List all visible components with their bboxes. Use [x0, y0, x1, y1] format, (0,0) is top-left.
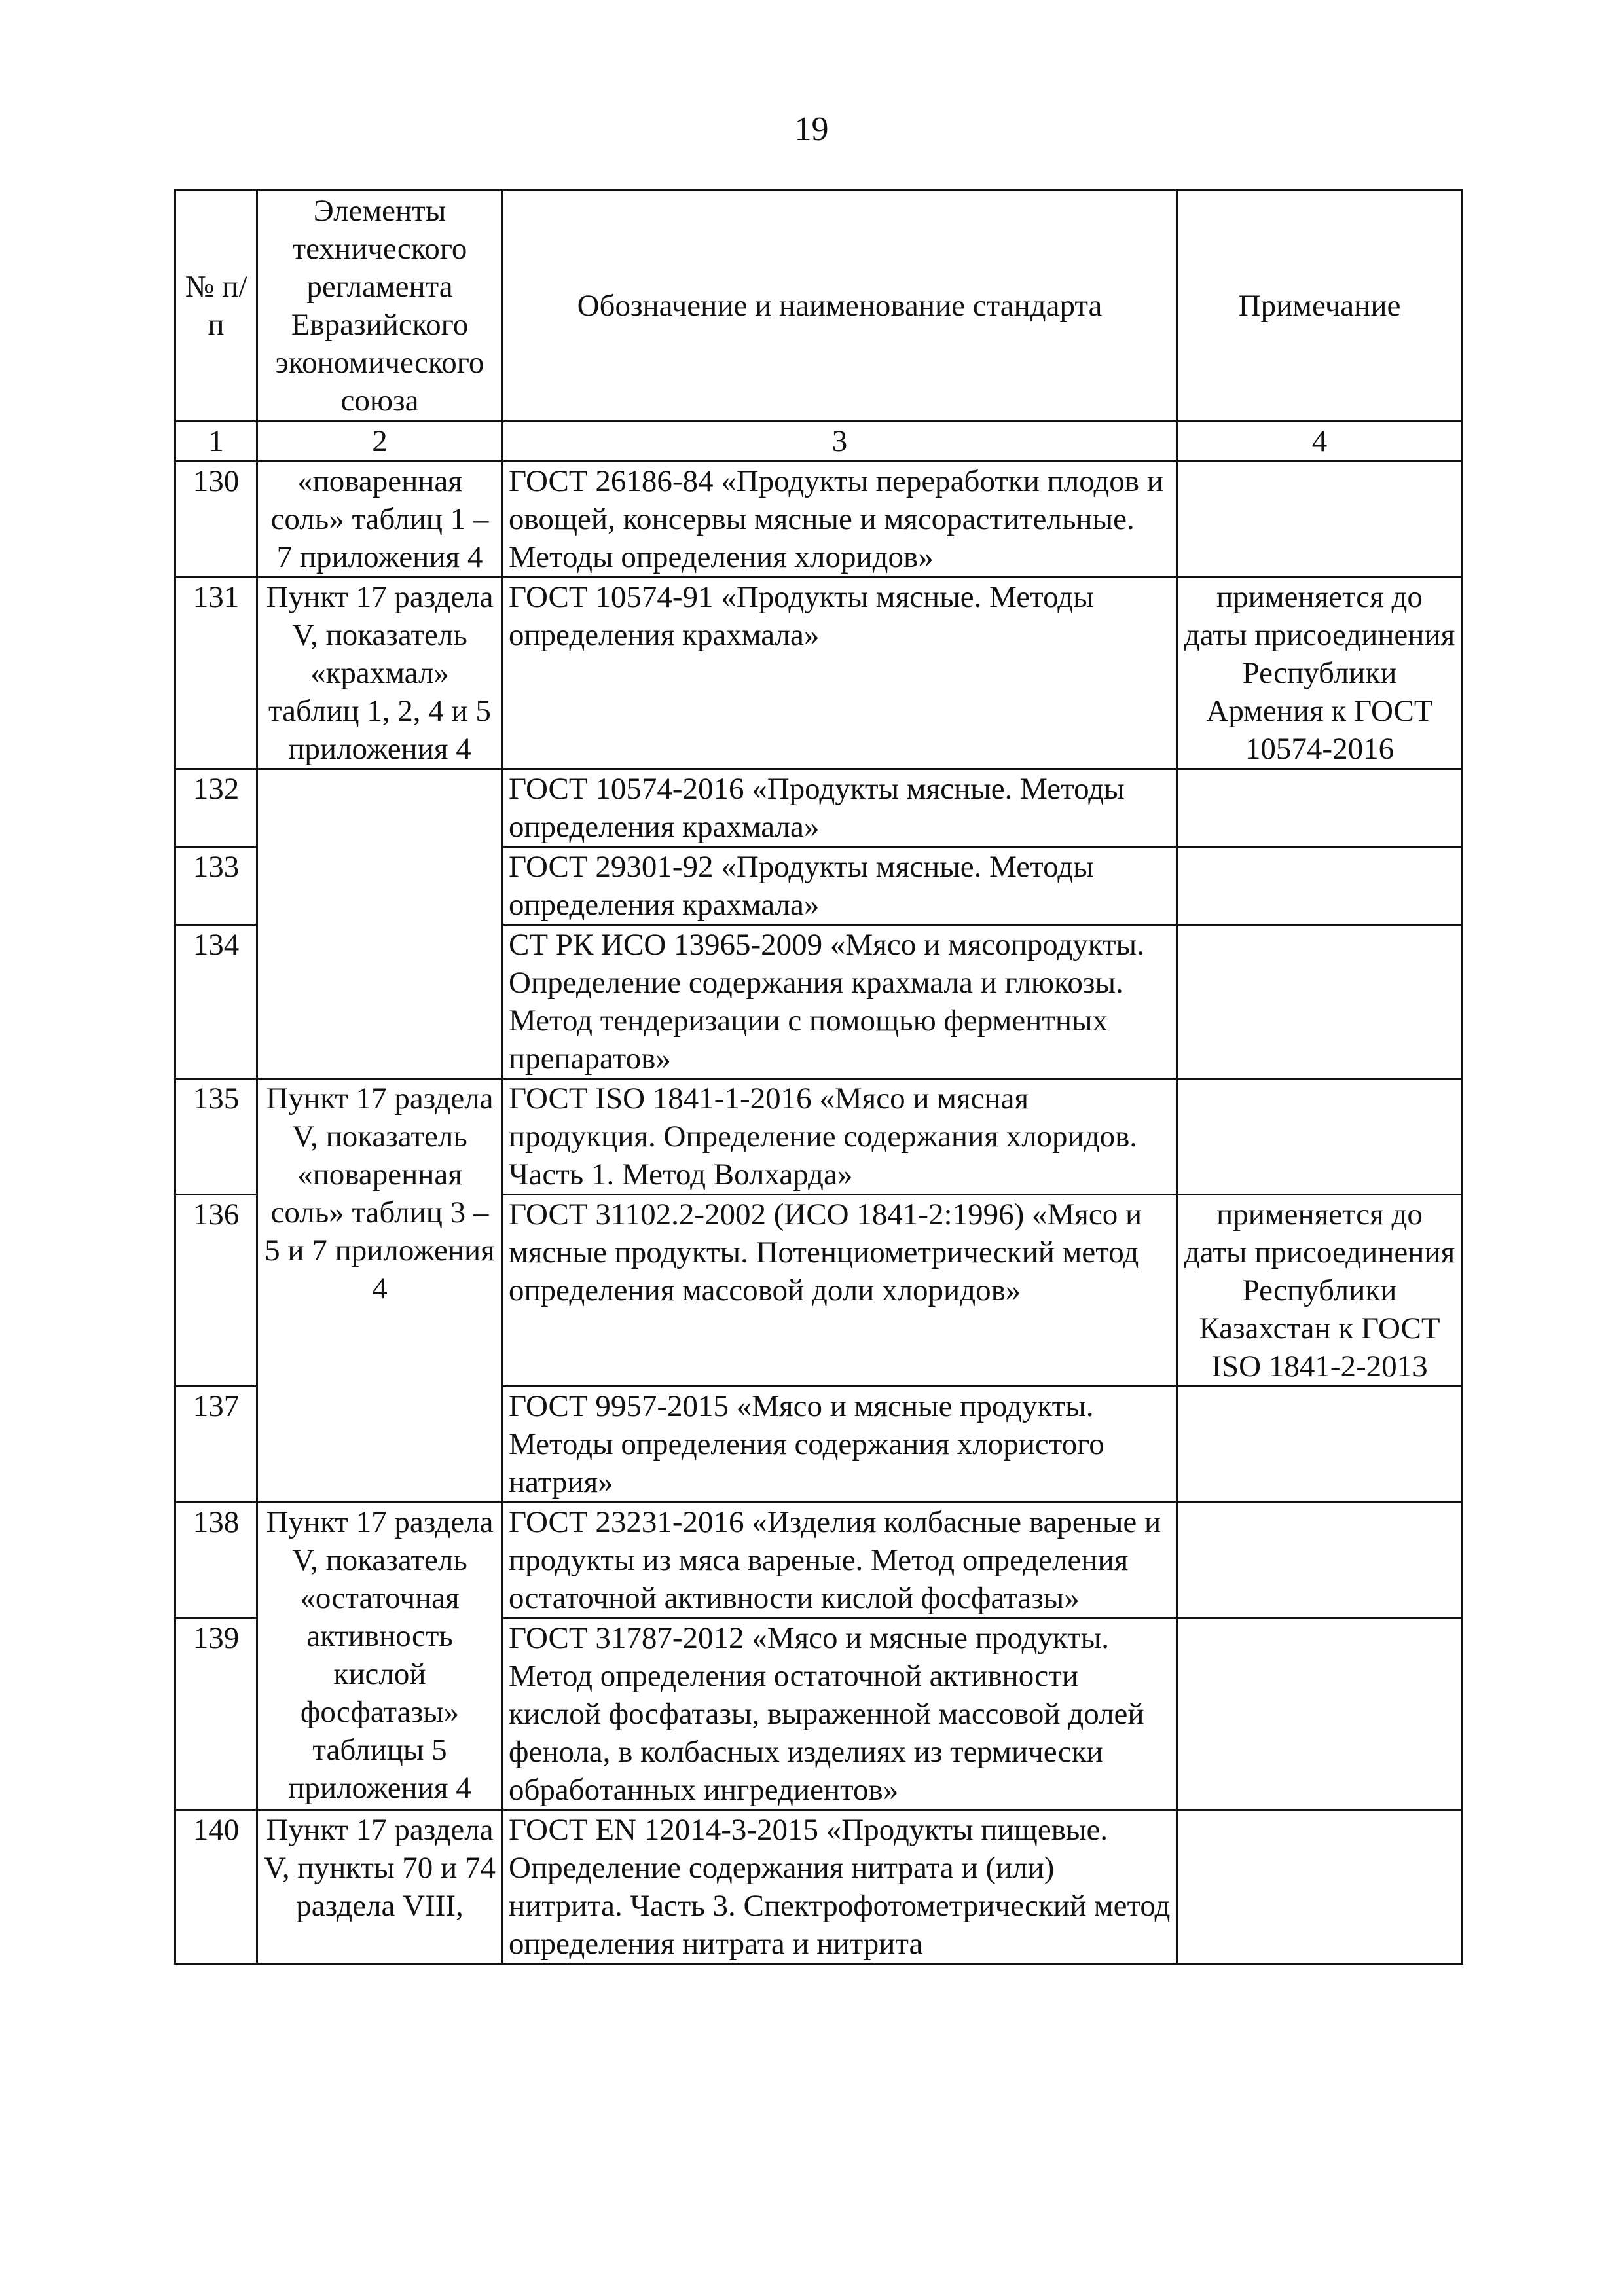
page-number: 19	[794, 111, 829, 148]
table-row	[175, 577, 1463, 769]
standard-name: ГОСТ 31102.2-2002 (ИСО 1841-2:1996) «Мясо и мясные продукты. Потенциометрический метод определения массовой доли хлоридов»	[503, 1195, 1177, 1387]
column-number: 1	[175, 422, 257, 462]
row-number: 139	[175, 1618, 257, 1810]
note	[1177, 1503, 1463, 1618]
regulation-element: Пункт 17 раздела V, пункты 70 и 74 раздела VIII,	[257, 1810, 503, 1964]
regulation-element	[257, 769, 503, 1079]
row-number: 137	[175, 1387, 257, 1503]
note: применяется до даты присоединения Республики Казахстан к ГОСТ ISO 1841-2-2013	[1177, 1195, 1463, 1387]
column-number: 3	[503, 422, 1177, 462]
row-number: 136	[175, 1195, 257, 1387]
header-element: Элементы технического регламента Евразийского экономического союза	[257, 190, 503, 422]
header-standard: Обозначение и наименование стандарта	[503, 190, 1177, 422]
row-number: 138	[175, 1503, 257, 1618]
regulation-element: Пункт 17 раздела V, показатель «поваренная соль» таблиц 3 – 5 и 7 приложения 4	[257, 1079, 503, 1503]
standard-name: ГОСТ 10574-91 «Продукты мясные. Методы определения крахмала»	[503, 577, 1177, 769]
row-number: 131	[175, 577, 257, 769]
note	[1177, 1387, 1463, 1503]
note	[1177, 1079, 1463, 1195]
row-number: 133	[175, 847, 257, 925]
row-number: 134	[175, 925, 257, 1079]
table-row	[175, 1810, 1463, 1964]
regulation-element: Пункт 17 раздела V, показатель «крахмал» таблиц 1, 2, 4 и 5 приложения 4	[257, 577, 503, 769]
note: применяется до даты присоединения Республики Армения к ГОСТ 10574-2016	[1177, 577, 1463, 769]
table-row	[175, 1503, 1463, 1618]
table-row	[175, 769, 1463, 847]
column-number: 2	[257, 422, 503, 462]
standard-name: ГОСТ EN 12014-3-2015 «Продукты пищевые. Определение содержания нитрата и (или) нитрита. Часть 3. Спектрофотометрический метод определения нитрата и нитрита	[503, 1810, 1177, 1964]
standard-name: ГОСТ 9957-2015 «Мясо и мясные продукты. Методы определения содержания хлористого натрия»	[503, 1387, 1177, 1503]
column-numbers-row	[175, 422, 1463, 462]
row-number: 135	[175, 1079, 257, 1195]
note	[1177, 925, 1463, 1079]
column-number: 4	[1177, 422, 1463, 462]
table-header-row	[175, 190, 1463, 422]
header-number: № п/п	[175, 190, 257, 422]
table-row	[175, 462, 1463, 577]
note	[1177, 1618, 1463, 1810]
row-number: 132	[175, 769, 257, 847]
note	[1177, 769, 1463, 847]
table-row	[175, 1079, 1463, 1195]
standard-name: ГОСТ 31787-2012 «Мясо и мясные продукты. Метод определения остаточной активности кислой фосфатазы, выраженной массовой долей фенола, в колбасных изделиях из термически обработанных ингредиентов»	[503, 1618, 1177, 1810]
row-number: 140	[175, 1810, 257, 1964]
regulation-element: «поваренная соль» таблиц 1 – 7 приложения 4	[257, 462, 503, 577]
standard-name: ГОСТ 26186-84 «Продукты переработки плодов и овощей, консервы мясные и мясорастительные. Методы определения хлоридов»	[503, 462, 1177, 577]
regulation-element: Пункт 17 раздела V, показатель «остаточная активность кислой фосфатазы» таблицы 5 приложения 4	[257, 1503, 503, 1810]
standard-name: ГОСТ 29301-92 «Продукты мясные. Методы определения крахмала»	[503, 847, 1177, 925]
header-note: Примечание	[1177, 190, 1463, 422]
standard-name: ГОСТ 23231-2016 «Изделия колбасные вареные и продукты из мяса вареные. Метод определения остаточной активности кислой фосфатазы»	[503, 1503, 1177, 1618]
standard-name: СТ РК ИСО 13965-2009 «Мясо и мясопродукты. Определение содержания крахмала и глюкозы. Метод тендеризации с помощью ферментных препаратов»	[503, 925, 1177, 1079]
standard-name: ГОСТ ISO 1841-1-2016 «Мясо и мясная продукция. Определение содержания хлоридов. Часть 1. Метод Волхарда»	[503, 1079, 1177, 1195]
standards-table	[174, 189, 1463, 1965]
row-number: 130	[175, 462, 257, 577]
note	[1177, 1810, 1463, 1964]
note	[1177, 847, 1463, 925]
note	[1177, 462, 1463, 577]
standard-name: ГОСТ 10574-2016 «Продукты мясные. Методы определения крахмала»	[503, 769, 1177, 847]
